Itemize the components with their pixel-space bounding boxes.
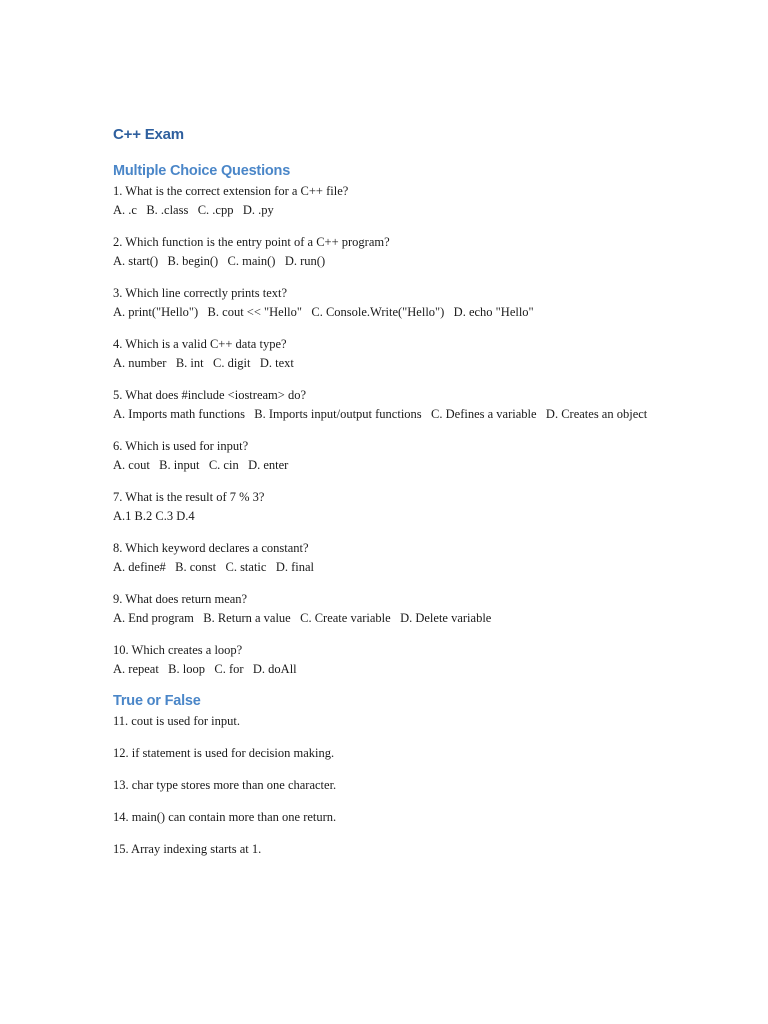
tf-question-14: 14. main() can contain more than one return. <box>113 810 337 824</box>
question-options: A. .c B. .class C. .cpp D. .py <box>113 203 274 217</box>
question-text: 9. What does return mean? <box>113 592 248 606</box>
question-text: 6. Which is used for input? <box>113 439 249 453</box>
exam-page <box>113 124 653 872</box>
question-options: A. start() B. begin() C. main() D. run() <box>113 254 326 268</box>
mc-question-3 <box>113 284 653 322</box>
question-options: A. cout B. input C. cin D. enter <box>113 458 289 472</box>
mc-question-9 <box>113 590 653 628</box>
tf-question-12: 12. if statement is used for decision making. <box>113 746 335 760</box>
question-options: A. repeat B. loop C. for D. doAll <box>113 662 297 676</box>
true-false-heading: True or False <box>113 693 201 709</box>
question-text: 1. What is the correct extension for a C++ file? <box>113 184 349 198</box>
mc-question-6 <box>113 437 653 475</box>
question-options: A. number B. int C. digit D. text <box>113 356 294 370</box>
question-text: 7. What is the result of 7 % 3? <box>113 490 265 504</box>
multiple-choice-heading: Multiple Choice Questions <box>113 163 291 179</box>
mc-question-10 <box>113 641 653 679</box>
mc-question-8 <box>113 539 653 577</box>
mc-question-2 <box>113 233 653 271</box>
mc-question-4 <box>113 335 653 373</box>
exam-title: C++ Exam <box>113 126 184 143</box>
tf-question-11: 11. cout is used for input. <box>113 714 240 728</box>
question-options: A.1 B.2 C.3 D.4 <box>113 509 195 523</box>
mc-question-5 <box>113 386 653 424</box>
question-text: 4. Which is a valid C++ data type? <box>113 337 287 351</box>
question-text: 2. Which function is the entry point of a C++ program? <box>113 235 390 249</box>
question-options: A. print("Hello") B. cout << "Hello" C. Console.Write("Hello") D. echo "Hello" <box>113 305 534 319</box>
question-text: 3. Which line correctly prints text? <box>113 286 288 300</box>
tf-question-15: 15. Array indexing starts at 1. <box>113 842 262 856</box>
mc-question-7 <box>113 488 653 526</box>
multiple-choice-list <box>113 182 653 679</box>
question-options: A. define# B. const C. static D. final <box>113 560 315 574</box>
question-text: 5. What does #include <iostream> do? <box>113 388 306 402</box>
mc-question-1 <box>113 182 653 220</box>
question-options: A. End program B. Return a value C. Create variable D. Delete variable <box>113 611 492 625</box>
true-false-list <box>113 712 653 859</box>
question-text: 10. Which creates a loop? <box>113 643 243 657</box>
question-options: A. Imports math functions B. Imports input/output functions C. Defines a variable D. Creates an object <box>113 407 648 421</box>
tf-question-13: 13. char type stores more than one character. <box>113 778 337 792</box>
question-text: 8. Which keyword declares a constant? <box>113 541 309 555</box>
